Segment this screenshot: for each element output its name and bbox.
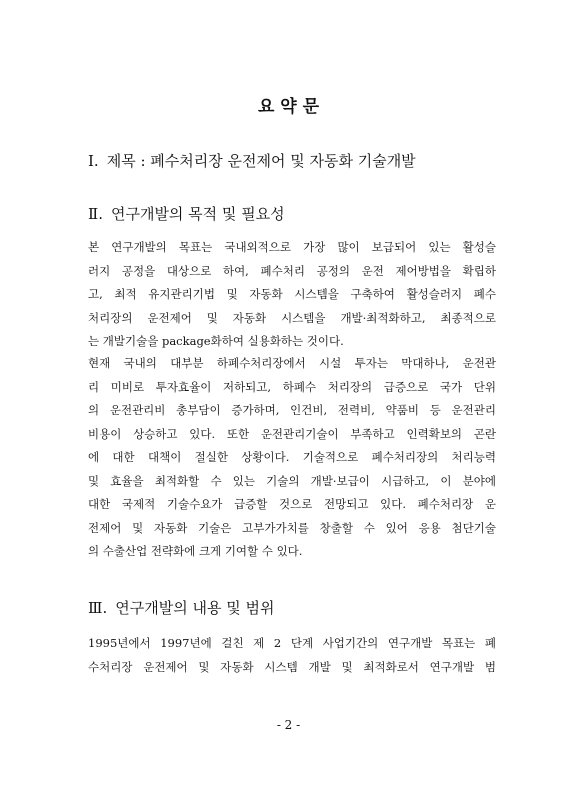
section-number: Ⅰ. bbox=[88, 152, 99, 170]
paragraph-line: 의 수출산업 전략화에 크게 기여할 수 있다. bbox=[88, 544, 303, 558]
section-heading-2 bbox=[88, 203, 285, 224]
section-title: 연구개발의 내용 및 범위 bbox=[115, 599, 275, 617]
paragraph-line: 의 운전관리비 총부담이 증가하며, 인건비, 전력비, 약품비 등 운전관리 bbox=[88, 403, 496, 417]
paragraph-necessity bbox=[88, 352, 496, 564]
section-heading-3 bbox=[88, 597, 274, 618]
page-number: - 2 - bbox=[276, 718, 301, 732]
paragraph-line: 수처리장 운전제어 및 자동화 시스템 개발 및 최적화로서 연구개발 범 bbox=[88, 659, 496, 674]
paragraph-line: 고, 최적 유지관리기법 및 자동화 시스템을 구축하여 활성슬러지 폐수 bbox=[88, 287, 496, 301]
paragraph-line: 대한 국제적 기술수요가 급증할 것으로 전망되고 있다. 폐수처리장 운 bbox=[88, 497, 496, 511]
paragraph-line: 는 개발기술을 package화하여 실용화하는 것이다. bbox=[88, 334, 344, 348]
paragraph-line: 현재 국내의 대부분 하폐수처리장에서 시설 투자는 막대하나, 운전관 bbox=[88, 356, 496, 370]
paragraph-line: 본 연구개발의 목표는 국내외적으로 가장 많이 보급되어 있는 활성슬 bbox=[88, 240, 496, 254]
paragraph-line: 1995년에서 1997년에 걸친 제 2 단계 사업기간의 연구개발 목표는 폐 bbox=[88, 636, 496, 650]
section-number: Ⅱ. bbox=[88, 205, 103, 223]
paragraph-scope bbox=[88, 632, 496, 679]
paragraph-line: 처리장의 운전제어 및 자동화 시스템을 개발·최적화하고, 최종적으로 bbox=[88, 310, 496, 325]
paragraph-line: 전제어 및 자동화 기술은 고부가가치를 창출할 수 있어 응용 첨단기술 bbox=[88, 520, 496, 535]
paragraph-line: 에 대한 대책이 절실한 상황이다. 기술적으로 폐수처리장의 처리능력 bbox=[88, 450, 496, 464]
page-title: 요 약 문 bbox=[257, 97, 320, 117]
paragraph-line: 비용이 상승하고 있다. 또한 운전관리기술이 부족하고 인력확보의 곤란 bbox=[88, 426, 496, 441]
paragraph-line: 및 효율을 최적화할 수 있는 기술의 개발·보급이 시급하고, 이 분야에 bbox=[88, 473, 496, 488]
paragraph-line: 리 미비로 투자효율이 저하되고, 하폐수 처리장의 급증으로 국가 단위 bbox=[88, 379, 496, 394]
paragraph-purpose bbox=[88, 236, 496, 354]
paragraph-line: 러지 공정을 대상으로 하여, 폐수처리 공정의 운전 제어방법을 확립하 bbox=[88, 263, 496, 278]
section-heading-1 bbox=[88, 150, 416, 171]
section-title: 제목 : 폐수처리장 운전제어 및 자동화 기술개발 bbox=[106, 152, 416, 170]
section-number: Ⅲ. bbox=[88, 599, 108, 617]
section-title: 연구개발의 목적 및 필요성 bbox=[110, 205, 285, 223]
